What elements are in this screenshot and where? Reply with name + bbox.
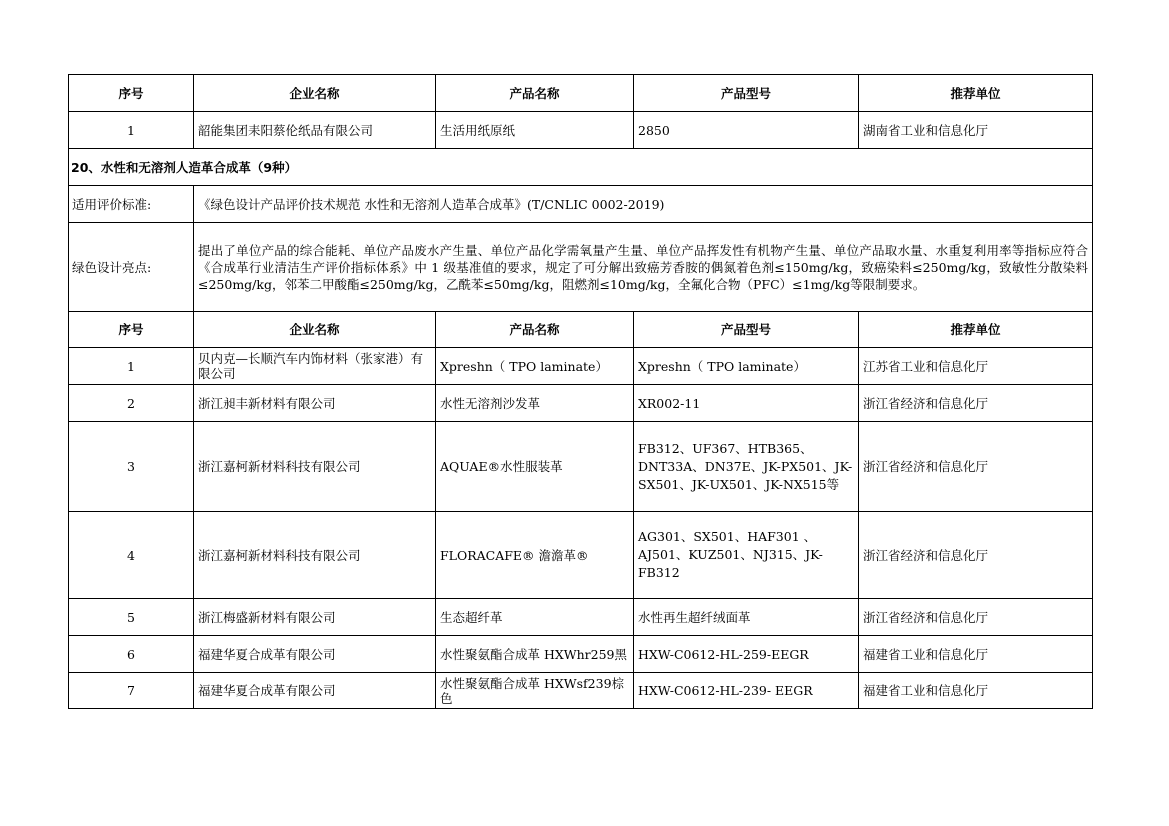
row-no: 1	[69, 348, 194, 385]
header-product: 产品名称	[436, 75, 634, 112]
row-company: 浙江嘉柯新材料科技有限公司	[194, 422, 436, 512]
row-company: 浙江昶丰新材料有限公司	[194, 385, 436, 422]
row-no: 4	[69, 512, 194, 599]
row-recommender: 浙江省经济和信息化厅	[859, 599, 1093, 636]
row-recommender: 浙江省经济和信息化厅	[859, 512, 1093, 599]
standard-label: 适用评价标准:	[69, 186, 194, 223]
row-company: 浙江嘉柯新材料科技有限公司	[194, 512, 436, 599]
section-title-row	[69, 149, 1093, 186]
header-model: 产品型号	[634, 75, 859, 112]
row-no: 7	[69, 673, 194, 709]
row-company: 贝内克—长顺汽车内饰材料（张家港）有限公司	[194, 348, 436, 385]
row-recommender: 浙江省经济和信息化厅	[859, 422, 1093, 512]
header-company: 企业名称	[194, 75, 436, 112]
row-product: 水性无溶剂沙发革	[436, 385, 634, 422]
header-recommender: 推荐单位	[859, 75, 1093, 112]
row-model: 水性再生超纤绒面革	[634, 599, 859, 636]
row-no: 6	[69, 636, 194, 673]
row-no: 1	[69, 112, 194, 149]
row-no: 3	[69, 422, 194, 512]
row-model: XR002-11	[634, 385, 859, 422]
table-row	[69, 112, 1093, 149]
standard-row	[69, 186, 1093, 223]
row-no: 2	[69, 385, 194, 422]
section-title: 20、水性和无溶剂人造革合成革（9种）	[69, 149, 1093, 186]
row-recommender: 福建省工业和信息化厅	[859, 673, 1093, 709]
row-product: 水性聚氨酯合成革 HXWsf239棕色	[436, 673, 634, 709]
table-header-row	[69, 312, 1093, 348]
table-row	[69, 422, 1093, 512]
table-row	[69, 636, 1093, 673]
highlight-value: 提出了单位产品的综合能耗、单位产品废水产生量、单位产品化学需氧量产生量、单位产品挥发性有机物产生量、单位产品取水量、水重复利用率等指标应符合《合成革行业清洁生产评价指标体系》中 1 级基准值的要求，规定了可分解出致癌芳香胺的偶氮着色剂≤150mg/kg，致癌染料≤250mg/kg，致敏性分散染料≤250mg/kg，邻苯二甲酸酯≤250mg/kg，乙酰苯≤50mg/kg，阻燃剂≤10mg/kg，全氟化合物（PFC）≤1mg/kg等限制要求。	[194, 223, 1093, 312]
header-no: 序号	[69, 75, 194, 112]
row-model: Xpreshn（ TPO laminate）	[634, 348, 859, 385]
row-company: 韶能集团耒阳蔡伦纸品有限公司	[194, 112, 436, 149]
highlight-label: 绿色设计亮点:	[69, 223, 194, 312]
highlight-row	[69, 223, 1093, 312]
row-model: HXW-C0612-HL-239- EEGR	[634, 673, 859, 709]
row-product: FLORACAFE® 澹澹革®	[436, 512, 634, 599]
row-company: 浙江梅盛新材料有限公司	[194, 599, 436, 636]
row-recommender: 湖南省工业和信息化厅	[859, 112, 1093, 149]
table-header-row	[69, 75, 1093, 112]
header-model: 产品型号	[634, 312, 859, 348]
table-row	[69, 673, 1093, 709]
table-row	[69, 599, 1093, 636]
row-recommender: 江苏省工业和信息化厅	[859, 348, 1093, 385]
row-product: 生态超纤革	[436, 599, 634, 636]
row-model: HXW-C0612-HL-259-EEGR	[634, 636, 859, 673]
header-recommender: 推荐单位	[859, 312, 1093, 348]
row-model: AG301、SX501、HAF301 、AJ501、KUZ501、NJ315、JK-FB312	[634, 512, 859, 599]
row-no: 5	[69, 599, 194, 636]
row-model: 2850	[634, 112, 859, 149]
row-company: 福建华夏合成革有限公司	[194, 636, 436, 673]
row-model: FB312、UF367、HTB365、DNT33A、DN37E、JK-PX501、JK-SX501、JK-UX501、JK-NX515等	[634, 422, 859, 512]
product-catalog-table	[68, 74, 1093, 709]
row-company: 福建华夏合成革有限公司	[194, 673, 436, 709]
header-company: 企业名称	[194, 312, 436, 348]
table-row	[69, 385, 1093, 422]
header-product: 产品名称	[436, 312, 634, 348]
row-product: AQUAE®水性服装革	[436, 422, 634, 512]
standard-value: 《绿色设计产品评价技术规范 水性和无溶剂人造革合成革》(T/CNLIC 0002-2019)	[194, 186, 1093, 223]
row-product: Xpreshn（ TPO laminate）	[436, 348, 634, 385]
row-product: 生活用纸原纸	[436, 112, 634, 149]
row-product: 水性聚氨酯合成革 HXWhr259黑	[436, 636, 634, 673]
table-row	[69, 512, 1093, 599]
row-recommender: 福建省工业和信息化厅	[859, 636, 1093, 673]
table-row	[69, 348, 1093, 385]
row-recommender: 浙江省经济和信息化厅	[859, 385, 1093, 422]
header-no: 序号	[69, 312, 194, 348]
